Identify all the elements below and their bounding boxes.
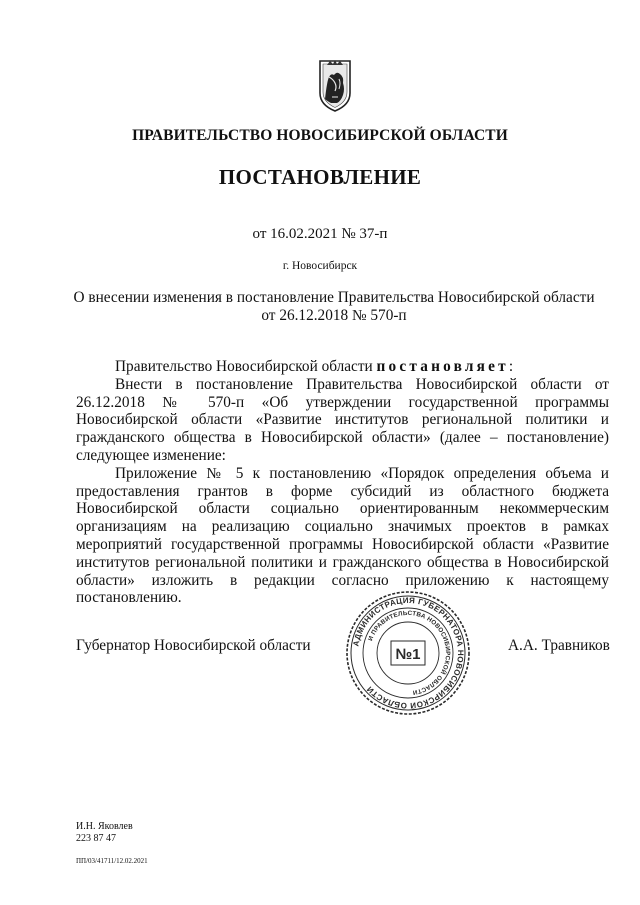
date-number: от 16.02.2021 № 37-п	[252, 226, 388, 242]
stamp-outer-text: АДМИНИСТРАЦИЯ ГУБЕРНАТОРА НОВОСИБИРСКОЙ ОБЛАСТИ	[351, 595, 466, 711]
document-title	[60, 289, 608, 325]
coat-of-arms-icon	[317, 59, 353, 113]
stamp-inner-text: И ПРАВИТЕЛЬСТВА НОВОСИБИРСКОЙ ОБЛАСТИ	[367, 609, 452, 696]
city-label: г. Новосибирск	[282, 260, 358, 272]
official-stamp	[343, 588, 473, 718]
stamp-number: №1	[395, 646, 421, 663]
document-type-heading: ПОСТАНОВЛЕНИЕ	[218, 165, 422, 189]
footer-author: И.Н. Яковлев	[76, 821, 133, 832]
footer-contact	[76, 821, 133, 845]
footer-phone: 223 87 47	[76, 833, 116, 844]
signature-name: А.А. Травников	[508, 637, 610, 654]
resolution-colon: :	[508, 358, 514, 375]
body-paragraph-2: Внести в постановление Правительства Новосибирской области от 26.12.2018 № 570-п «Об утверждении государственной программы Новосибирской области «Развитие институтов региональной политики и гражданского общества в Новосибирской области» (далее – постановление) следующее изменение:	[76, 375, 609, 464]
title-line-2: от 26.12.2018 № 570-п	[261, 307, 407, 324]
title-line-1: О внесении изменения в постановление Правительства Новосибирской области	[73, 289, 595, 306]
resolution-verb: постановляет	[376, 358, 509, 375]
footer-doc-code: ПП/03/41711/12.02.2021	[76, 857, 148, 865]
body-paragraph-1	[76, 358, 609, 376]
document-body	[76, 358, 609, 607]
signature-position: Губернатор Новосибирской области	[76, 637, 311, 654]
body-paragraph-3: Приложение № 5 к постановлению «Порядок определения объема и предоставления грантов в форме субсидий из областного бюджета Новосибирской области социально ориентированным некоммерческим организациям на реализацию социально значимых проектов в рамках мероприятий государственной программы Новосибирской области «Развитие институтов региональной политики и гражданского общества в Новосибирской области» изложить в редакции согласно приложению к настоящему постановлению.	[76, 464, 609, 607]
organization-heading: ПРАВИТЕЛЬСТВО НОВОСИБИРСКОЙ ОБЛАСТИ	[132, 127, 508, 144]
resolution-subject: Правительство Новосибирской области	[115, 358, 377, 375]
